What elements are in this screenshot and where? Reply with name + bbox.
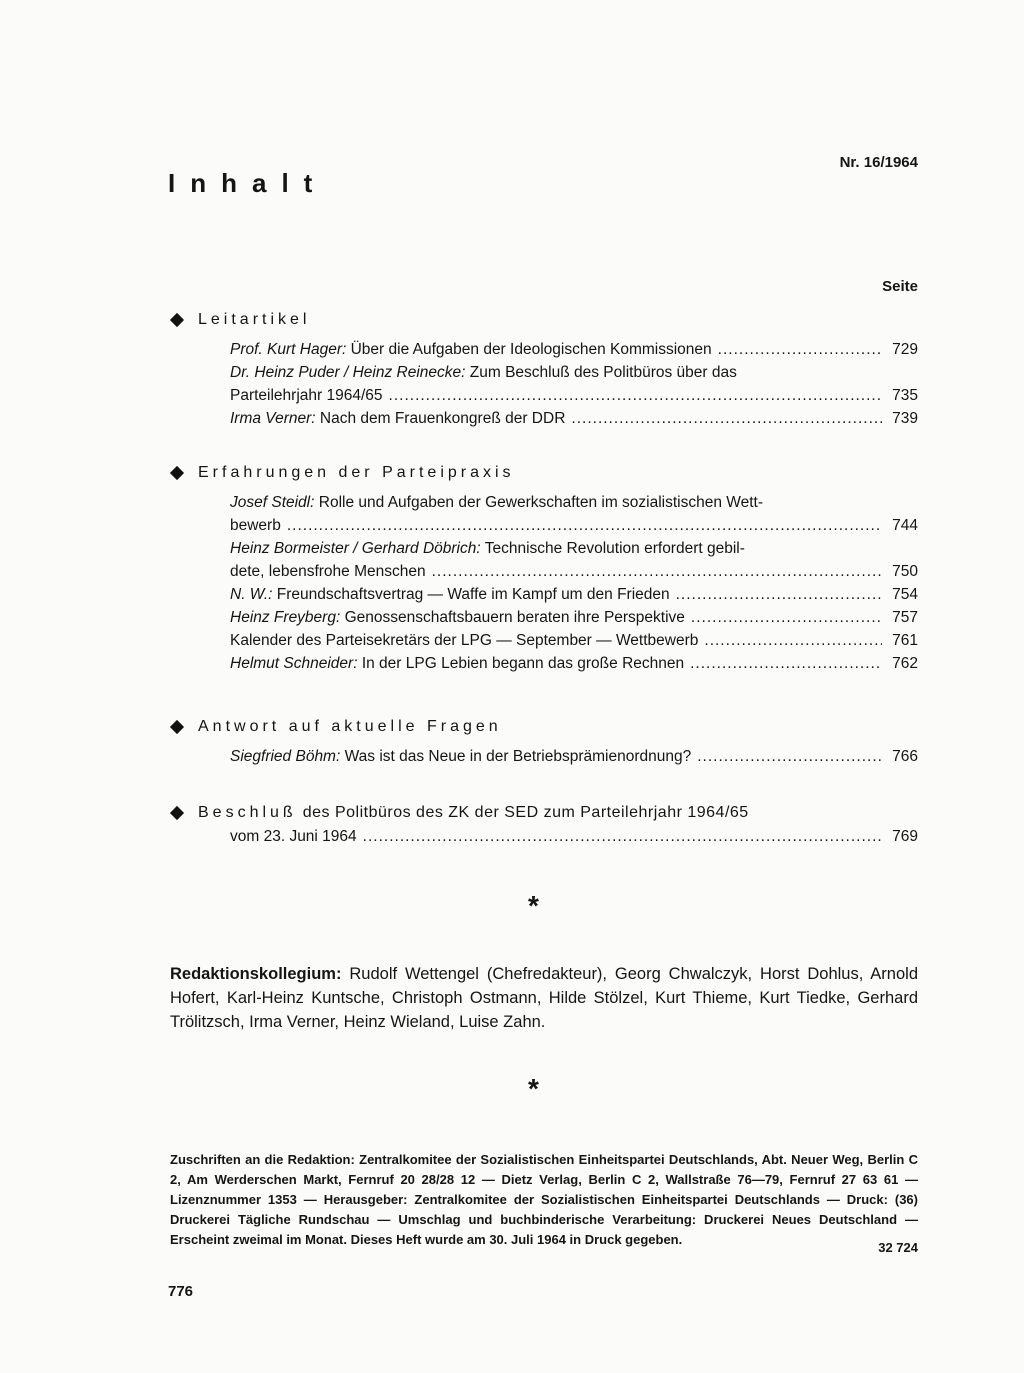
diamond-bullet-icon <box>170 466 184 480</box>
section-heading <box>170 461 918 485</box>
toc-entry <box>230 407 918 430</box>
section-heading <box>170 801 918 825</box>
section-title: Erfahrungen der Parteipraxis <box>198 464 515 481</box>
entry-author: Heinz Bormeister / Gerhard Döbrich: <box>230 540 481 557</box>
entry-author: Siegfried Böhm: <box>230 748 341 765</box>
separator-star: * <box>528 1073 539 1104</box>
leader-dots <box>697 745 882 768</box>
entry-title: Freundschaftsvertrag — Waffe im Kampf um den Frieden <box>276 586 670 603</box>
section-leitartikel <box>170 308 918 430</box>
toc-entry <box>230 537 918 583</box>
section-parteipraxis <box>170 461 918 675</box>
entry-page: 762 <box>892 655 918 672</box>
toc-entry <box>230 338 918 361</box>
entry-page: 769 <box>892 828 918 845</box>
page-number: 776 <box>168 1283 194 1300</box>
entry-page: 761 <box>892 632 918 649</box>
leader-dots <box>690 652 882 675</box>
section-beschluss <box>170 801 918 848</box>
entry-title: Zum Beschluß des Politbüros über das <box>469 364 737 381</box>
section-title: Beschluß <box>198 804 297 821</box>
separator-star: * <box>528 890 539 921</box>
leader-dots <box>363 825 882 848</box>
page-title: Inhalt <box>168 168 328 198</box>
section-aktuelle-fragen <box>170 715 918 768</box>
entry-title: Rolle und Aufgaben der Gewerkschaften im sozialistischen Wett- <box>318 494 764 511</box>
toc-entry <box>230 652 918 675</box>
toc-entry <box>230 491 918 537</box>
toc-entry <box>230 745 918 768</box>
entry-title: Kalender des Parteisekretärs der LPG — September — Wettbewerb <box>230 632 699 649</box>
leader-dots <box>704 629 882 652</box>
entry-page: 754 <box>892 586 918 603</box>
entry-title-cont: bewerb <box>230 517 281 534</box>
imprint-code: 32 724 <box>878 1240 918 1255</box>
issue-number: Nr. 16/1964 <box>839 154 918 171</box>
toc-entry <box>230 629 918 652</box>
entry-author: Helmut Schneider: <box>230 655 358 672</box>
leader-dots <box>691 606 882 629</box>
editorial-board <box>170 962 918 1034</box>
entry-title-cont: Parteilehrjahr 1964/65 <box>230 387 383 404</box>
imprint-text: Zuschriften an die Redaktion: Zentralkomitee der Sozialistischen Einheitspartei Deutschlands, Abt. Neuer Weg, Berlin C 2, Am Werderschen Markt, Fernruf 20 28/28 12 — Dietz Verlag, Berlin C 2, Wallstraße 76—79, Fernruf 27 63 61 — Lizenznummer 1353 — Herausgeber: Zentralkomitee der Sozialistischen Einheitspartei Deutschlands — Druck: (36) Druckerei Tägliche Rundschau — Umschlag und buchbinderische Verarbeitung: Druckerei Neues Deutschland — Erscheint zweimal im Monat. Dieses Heft wurde am 30. Juli 1964 in Druck gegeben. <box>170 1152 918 1247</box>
section-heading <box>170 308 918 332</box>
toc-entry <box>230 583 918 606</box>
toc-entry <box>230 361 918 407</box>
entry-title-cont: dete, lebensfrohe Menschen <box>230 563 426 580</box>
toc-entry <box>230 825 918 848</box>
diamond-bullet-icon <box>170 720 184 734</box>
leader-dots <box>432 560 882 583</box>
entry-title: In der LPG Lebien begann das große Rechnen <box>361 655 685 672</box>
editorial-label: Redaktionskollegium: <box>170 965 342 983</box>
section-title: Leitartikel <box>198 311 311 328</box>
entry-author: Josef Steidl: <box>230 494 315 511</box>
diamond-bullet-icon <box>170 313 184 327</box>
entry-title: Nach dem Frauenkongreß der DDR <box>319 410 566 427</box>
entry-page: 735 <box>892 387 918 404</box>
leader-dots <box>287 514 882 537</box>
entry-author: Irma Verner: <box>230 410 316 427</box>
entry-author: Dr. Heinz Puder / Heinz Reinecke: <box>230 364 466 381</box>
entry-author: N. W.: <box>230 586 273 603</box>
entry-page: 744 <box>892 517 918 534</box>
leader-dots <box>389 384 882 407</box>
diamond-bullet-icon <box>170 806 184 820</box>
page-column-label: Seite <box>882 278 918 295</box>
entry-author: Prof. Kurt Hager: <box>230 341 347 358</box>
entry-title: Über die Aufgaben der Ideologischen Kommissionen <box>350 341 712 358</box>
entry-title-cont: vom 23. Juni 1964 <box>230 828 357 845</box>
entry-author: Heinz Freyberg: <box>230 609 341 626</box>
entry-title: Genossenschaftsbauern beraten ihre Perspektive <box>344 609 685 626</box>
entry-title: Was ist das Neue in der Betriebsprämienordnung? <box>344 748 692 765</box>
section-heading <box>170 715 918 739</box>
leader-dots <box>676 583 882 606</box>
entry-page: 739 <box>892 410 918 427</box>
entry-page: 757 <box>892 609 918 626</box>
entry-page: 750 <box>892 563 918 580</box>
entry-page: 766 <box>892 748 918 765</box>
editorial-names: Rudolf Wettengel (Chefredakteur), Georg Chwalczyk, Horst Dohlus, Arnold Hofert, Karl-Heinz Kuntsche, Christoph Ostmann, Hilde Stölzel, Kurt Thieme, Kurt Tiedke, Gerhard Trölitzsch, Irma Verner, Heinz Wieland, Luise Zahn. <box>170 965 918 1031</box>
toc-entry <box>230 606 918 629</box>
section-title-rest: des Politbüros des ZK der SED zum Parteilehrjahr 1964/65 <box>302 804 749 821</box>
leader-dots <box>718 338 882 361</box>
section-title: Antwort auf aktuelle Fragen <box>198 718 502 735</box>
entry-page: 729 <box>892 341 918 358</box>
leader-dots <box>571 407 882 430</box>
entry-title: Technische Revolution erfordert gebil- <box>484 540 745 557</box>
